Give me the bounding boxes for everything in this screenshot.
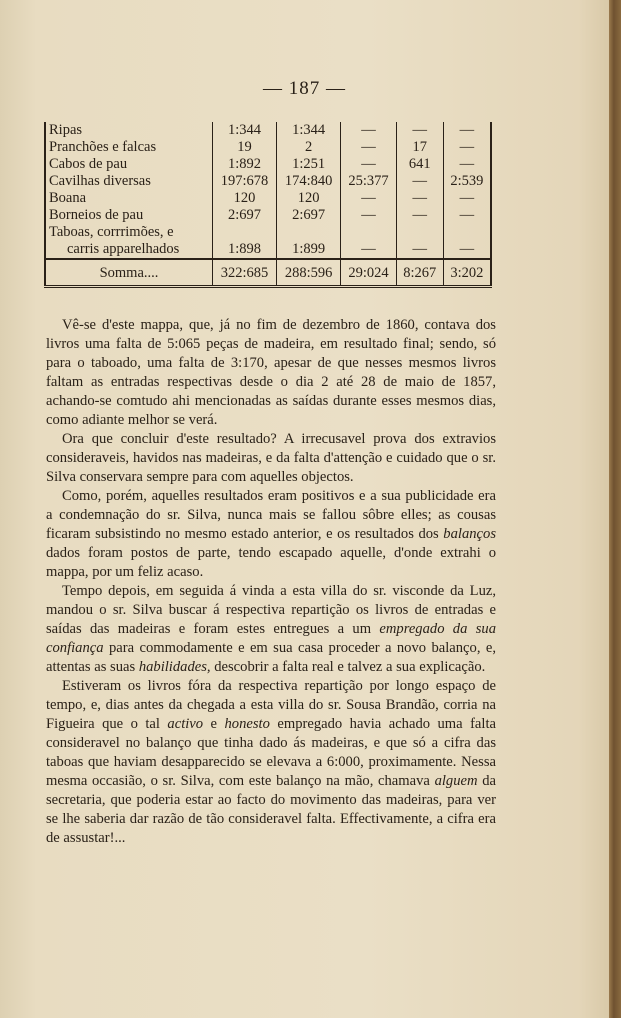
cell: 1:899 [277, 241, 341, 259]
cell: — [443, 122, 491, 139]
text-run: Estiveram os livros fóra da respectiva repartição por longo espaço de tempo, e, dias antes da chegada a esta villa do sr. Sousa Brandão, corria na Figueira que o tal [46, 678, 496, 732]
cell [213, 224, 277, 241]
cell: — [396, 122, 443, 139]
cell: — [443, 190, 491, 207]
text-run: descobrir a falta real e talvez a sua explicação. [210, 659, 486, 675]
cell: 25:377 [341, 173, 397, 190]
cell: 120 [213, 190, 277, 207]
cell: 120 [277, 190, 341, 207]
paragraph [46, 487, 496, 582]
cell [277, 224, 341, 241]
row-label: Borneios de pau [49, 207, 144, 223]
emphasis: empregado da sua confiança [46, 621, 496, 656]
cell: — [341, 190, 397, 207]
cell: 1:251 [277, 156, 341, 173]
page-edge [609, 0, 621, 1018]
sum-label: Somma.... [45, 259, 213, 287]
cell [443, 224, 491, 241]
cell: 1:344 [277, 122, 341, 139]
emphasis: activo [167, 716, 204, 732]
row-label: Cabos de pau [49, 156, 128, 172]
table-row [45, 190, 491, 207]
cell: — [443, 139, 491, 156]
text-run: dados foram postos de parte, tendo escapado aquelle, d'onde extrahi o mappa, por um feliz acaso. [46, 545, 496, 580]
cell: 197:678 [213, 173, 277, 190]
cell: — [396, 173, 443, 190]
sum-row [45, 259, 491, 287]
text-run: e [203, 716, 225, 732]
cell: 1:898 [213, 241, 277, 259]
timber-ledger-table [44, 122, 492, 288]
text-run: Ora que concluir d'este resultado? A irrecusavel prova dos extravios consideraveis, havidos nas madeiras, e da falta d'attenção e cuidado que o sr. Silva conservara sempre para com aquelles objectos. [46, 431, 496, 485]
cell: 1:892 [213, 156, 277, 173]
text-run: para commodamente e em sua casa proceder a novo balanço, e, attentas as suas [46, 640, 496, 675]
body-text [46, 316, 496, 848]
cell: 1:344 [213, 122, 277, 139]
table-row [45, 241, 491, 259]
cell: — [341, 207, 397, 224]
table-row [45, 122, 491, 139]
page-number: — 187 — [263, 78, 346, 99]
table-row [45, 224, 491, 241]
cell: 174:840 [277, 173, 341, 190]
paragraph [46, 316, 496, 430]
text-run: Tempo depois, em seguida á vinda a esta villa do sr. visconde da Luz, mandou o sr. Silva buscar á respectiva repartição os livros de entradas e saídas das madeiras e foram estes entregues a um [46, 583, 496, 637]
sum-cell: 3:202 [443, 259, 491, 287]
cell: 641 [396, 156, 443, 173]
sum-cell: 29:024 [341, 259, 397, 287]
cell [341, 224, 397, 241]
text-run: da secretaria, que poderia estar ao facto do movimento das madeiras, para ver se lhe saberia dar razão de tão consideravel falta. Effectivamente, a cifra era de assustar!... [46, 773, 496, 846]
cell: 2:697 [277, 207, 341, 224]
cell: — [443, 241, 491, 259]
row-label: Pranchões e falcas [49, 139, 157, 155]
emphasis: habilidades, [138, 659, 211, 675]
sum-cell: 322:685 [213, 259, 277, 287]
cell: — [396, 190, 443, 207]
cell: 19 [213, 139, 277, 156]
row-label [45, 241, 213, 259]
cell: — [396, 207, 443, 224]
row-label: Boana [49, 190, 87, 206]
cell: 2 [277, 139, 341, 156]
emphasis: alguem [434, 773, 478, 789]
cell [396, 224, 443, 241]
row-label: Cavilhas diversas [49, 173, 151, 189]
table-row [45, 173, 491, 190]
text-run: Vê-se d'este mappa, que, já no fim de dezembro de 1860, contava dos livros uma falta de 5:065 peças de madeira, em resultado final; sendo, só para o taboado, uma falta de 3:170, apesar de que nesses mesmos livros faltam as entradas respectivas desde o dia 2 até 28 de maio de 1857, achando-se comtudo ahi mencionadas as saídas durante esses mesmos dias, como adiante melhor se verá. [46, 317, 496, 428]
text-run: empregado havia achado uma falta consideravel no balanço que tinha dado ás madeiras, e que só a cifra das taboas que haviam desapparecido se elevava a 6:000, proximamente. Nessa mesma occasião, o sr. Silva, com este balanço na mão, chamava [46, 716, 496, 789]
text-run: Como, porém, aquelles resultados eram positivos e a sua publicidade era a condemnação do sr. Silva, nunca mais se fallou sôbre elles; as cousas ficaram subsistindo no mesmo estado anterior, e os resultados dos [46, 488, 496, 542]
cell: — [341, 156, 397, 173]
sum-cell: 8:267 [396, 259, 443, 287]
cell: — [341, 241, 397, 259]
cell: 2:697 [213, 207, 277, 224]
table-row [45, 156, 491, 173]
paragraph [46, 582, 496, 677]
cell: 2:539 [443, 173, 491, 190]
row-label: Taboas, corrrimões, e [49, 224, 174, 240]
paragraph [46, 677, 496, 848]
row-label-continuation: carris apparelhados [67, 241, 180, 257]
emphasis: honesto [224, 716, 270, 732]
cell: — [443, 156, 491, 173]
sum-cell: 288:596 [277, 259, 341, 287]
paragraph [46, 430, 496, 487]
cell: — [396, 241, 443, 259]
cell: — [341, 139, 397, 156]
emphasis: balanços [443, 526, 496, 542]
table-row [45, 139, 491, 156]
cell: — [341, 122, 397, 139]
table-row [45, 207, 491, 224]
cell: — [443, 207, 491, 224]
row-label: Ripas [49, 122, 83, 138]
cell: 17 [396, 139, 443, 156]
